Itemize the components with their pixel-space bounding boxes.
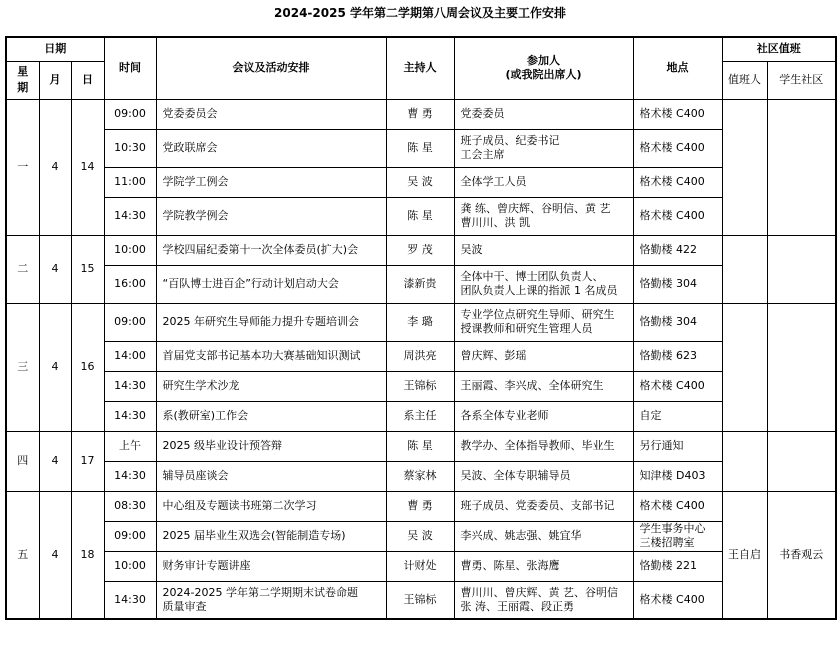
participants-cell: 曾庆辉、彭瑶 xyxy=(454,341,633,371)
duty-person-empty xyxy=(722,99,767,235)
activity-cell: “百队博士进百企”行动计划启动大会 xyxy=(156,265,386,303)
duty-group-header: 社区值班 xyxy=(722,37,836,61)
day-cell: 16 xyxy=(71,303,104,431)
participants-cell: 教学办、全体指导教师、毕业生 xyxy=(454,431,633,461)
participants-cell: 龚 练、曾庆辉、谷明信、黄 艺 曹川川、洪 凯 xyxy=(454,197,633,235)
table-row xyxy=(6,401,836,431)
table-row xyxy=(6,167,836,197)
host-cell: 计财处 xyxy=(386,551,454,581)
table-row xyxy=(6,551,836,581)
activity-cell: 系(教研室)工作会 xyxy=(156,401,386,431)
month-cell: 4 xyxy=(39,235,71,303)
location-cell: 恪勤楼 304 xyxy=(633,303,722,341)
location-cell: 恪勤楼 623 xyxy=(633,341,722,371)
table-row xyxy=(6,491,836,521)
month-cell: 4 xyxy=(39,491,71,619)
table-row xyxy=(6,99,836,129)
time-cell: 11:00 xyxy=(104,167,156,197)
time-cell: 10:00 xyxy=(104,551,156,581)
participants-cell: 班子成员、纪委书记 工会主席 xyxy=(454,129,633,167)
table-row xyxy=(6,371,836,401)
time-cell: 10:00 xyxy=(104,235,156,265)
month-cell: 4 xyxy=(39,303,71,431)
time-cell: 16:00 xyxy=(104,265,156,303)
duty-person-empty xyxy=(722,431,767,491)
time-cell: 上午 xyxy=(104,431,156,461)
time-cell: 08:30 xyxy=(104,491,156,521)
activity-cell: 辅导员座谈会 xyxy=(156,461,386,491)
location-cell: 格术楼 C400 xyxy=(633,129,722,167)
table-row xyxy=(6,521,836,551)
location-cell: 学生事务中心 三楼招聘室 xyxy=(633,521,722,551)
host-cell: 周洪亮 xyxy=(386,341,454,371)
duty-person-header: 值班人 xyxy=(722,61,767,99)
weekday-cell: 二 xyxy=(6,235,39,303)
time-cell: 14:30 xyxy=(104,461,156,491)
activity-cell: 2025 届毕业生双选会(智能制造专场) xyxy=(156,521,386,551)
duty-community-empty xyxy=(767,235,836,303)
table-row xyxy=(6,129,836,167)
day-cell: 14 xyxy=(71,99,104,235)
activity-cell: 党委委员会 xyxy=(156,99,386,129)
participants-cell: 曹勇、陈星、张海鹰 xyxy=(454,551,633,581)
duty-person-cell: 王自启 xyxy=(722,491,767,619)
weekday-cell: 三 xyxy=(6,303,39,431)
host-cell: 王锦标 xyxy=(386,581,454,619)
time-cell: 14:30 xyxy=(104,371,156,401)
time-cell: 14:30 xyxy=(104,197,156,235)
schedule-table xyxy=(5,36,837,620)
activity-cell: 2024-2025 学年第二学期期末试卷命题 质量审查 xyxy=(156,581,386,619)
location-header: 地点 xyxy=(633,37,722,99)
location-cell: 恪勤楼 304 xyxy=(633,265,722,303)
activity-cell: 2025 年研究生导师能力提升专题培训会 xyxy=(156,303,386,341)
time-cell: 09:00 xyxy=(104,303,156,341)
header-row-1 xyxy=(6,37,836,61)
host-cell: 系主任 xyxy=(386,401,454,431)
activity-header: 会议及活动安排 xyxy=(156,37,386,99)
table-row xyxy=(6,461,836,491)
date-group-header: 日期 xyxy=(6,37,104,61)
participants-cell: 吴波 xyxy=(454,235,633,265)
table-row xyxy=(6,341,836,371)
duty-community-empty xyxy=(767,431,836,491)
host-cell: 吴 波 xyxy=(386,167,454,197)
participants-cell: 曹川川、曾庆辉、黄 艺、谷明信 张 涛、王丽霞、段正勇 xyxy=(454,581,633,619)
activity-cell: 2025 级毕业设计预答辩 xyxy=(156,431,386,461)
duty-person-empty xyxy=(722,303,767,431)
table-row xyxy=(6,431,836,461)
host-cell: 王锦标 xyxy=(386,371,454,401)
activity-cell: 党政联席会 xyxy=(156,129,386,167)
location-cell: 知津楼 D403 xyxy=(633,461,722,491)
day-header: 日 xyxy=(71,61,104,99)
activity-cell: 学校四届纪委第十一次全体委员(扩大)会 xyxy=(156,235,386,265)
participants-cell: 各系全体专业老师 xyxy=(454,401,633,431)
table-row xyxy=(6,197,836,235)
activity-cell: 首届党支部书记基本功大赛基础知识测试 xyxy=(156,341,386,371)
table-row xyxy=(6,265,836,303)
duty-community-header: 学生社区 xyxy=(767,61,836,99)
table-row xyxy=(6,581,836,619)
duty-community-empty xyxy=(767,99,836,235)
location-cell: 恪勤楼 422 xyxy=(633,235,722,265)
location-cell: 自定 xyxy=(633,401,722,431)
activity-cell: 学院教学例会 xyxy=(156,197,386,235)
duty-person-empty xyxy=(722,235,767,303)
schedule-body xyxy=(6,99,836,619)
activity-cell: 财务审计专题讲座 xyxy=(156,551,386,581)
participants-cell: 班子成员、党委委员、支部书记 xyxy=(454,491,633,521)
time-header: 时间 xyxy=(104,37,156,99)
host-cell: 吴 波 xyxy=(386,521,454,551)
location-cell: 格术楼 C400 xyxy=(633,99,722,129)
participants-header: 参加人 (或我院出席人) xyxy=(454,37,633,99)
month-cell: 4 xyxy=(39,431,71,491)
host-cell: 曹 勇 xyxy=(386,491,454,521)
host-cell: 蔡家林 xyxy=(386,461,454,491)
participants-cell: 吴波、全体专职辅导员 xyxy=(454,461,633,491)
duty-community-cell: 书香观云 xyxy=(767,491,836,619)
location-cell: 另行通知 xyxy=(633,431,722,461)
location-cell: 格术楼 C400 xyxy=(633,167,722,197)
participants-cell: 专业学位点研究生导师、研究生 授课教师和研究生管理人员 xyxy=(454,303,633,341)
host-cell: 曹 勇 xyxy=(386,99,454,129)
time-cell: 14:30 xyxy=(104,581,156,619)
weekday-cell: 一 xyxy=(6,99,39,235)
day-cell: 18 xyxy=(71,491,104,619)
host-cell: 陈 星 xyxy=(386,431,454,461)
participants-cell: 王丽霞、李兴成、全体研究生 xyxy=(454,371,633,401)
host-cell: 陈 星 xyxy=(386,197,454,235)
page-title: 2024-2025 学年第二学期第八周会议及主要工作安排 xyxy=(274,6,566,20)
host-cell: 李 璐 xyxy=(386,303,454,341)
time-cell: 09:00 xyxy=(104,521,156,551)
host-cell: 陈 星 xyxy=(386,129,454,167)
participants-cell: 全体中干、博士团队负责人、 团队负责人上课的指派 1 名成员 xyxy=(454,265,633,303)
table-row xyxy=(6,303,836,341)
weekday-cell: 四 xyxy=(6,431,39,491)
weekday-header: 星 期 xyxy=(6,61,39,99)
time-cell: 14:30 xyxy=(104,401,156,431)
time-cell: 09:00 xyxy=(104,99,156,129)
participants-cell: 党委委员 xyxy=(454,99,633,129)
location-cell: 格术楼 C400 xyxy=(633,491,722,521)
weekday-cell: 五 xyxy=(6,491,39,619)
day-cell: 17 xyxy=(71,431,104,491)
location-cell: 恪勤楼 221 xyxy=(633,551,722,581)
day-cell: 15 xyxy=(71,235,104,303)
host-header: 主持人 xyxy=(386,37,454,99)
activity-cell: 学院学工例会 xyxy=(156,167,386,197)
participants-cell: 全体学工人员 xyxy=(454,167,633,197)
duty-community-empty xyxy=(767,303,836,431)
table-row xyxy=(6,235,836,265)
month-cell: 4 xyxy=(39,99,71,235)
month-header: 月 xyxy=(39,61,71,99)
host-cell: 罗 茂 xyxy=(386,235,454,265)
activity-cell: 研究生学术沙龙 xyxy=(156,371,386,401)
location-cell: 格术楼 C400 xyxy=(633,581,722,619)
location-cell: 格术楼 C400 xyxy=(633,197,722,235)
time-cell: 14:00 xyxy=(104,341,156,371)
time-cell: 10:30 xyxy=(104,129,156,167)
host-cell: 漆新贵 xyxy=(386,265,454,303)
activity-cell: 中心组及专题读书班第二次学习 xyxy=(156,491,386,521)
location-cell: 格术楼 C400 xyxy=(633,371,722,401)
participants-cell: 李兴成、姚志强、姚宜华 xyxy=(454,521,633,551)
